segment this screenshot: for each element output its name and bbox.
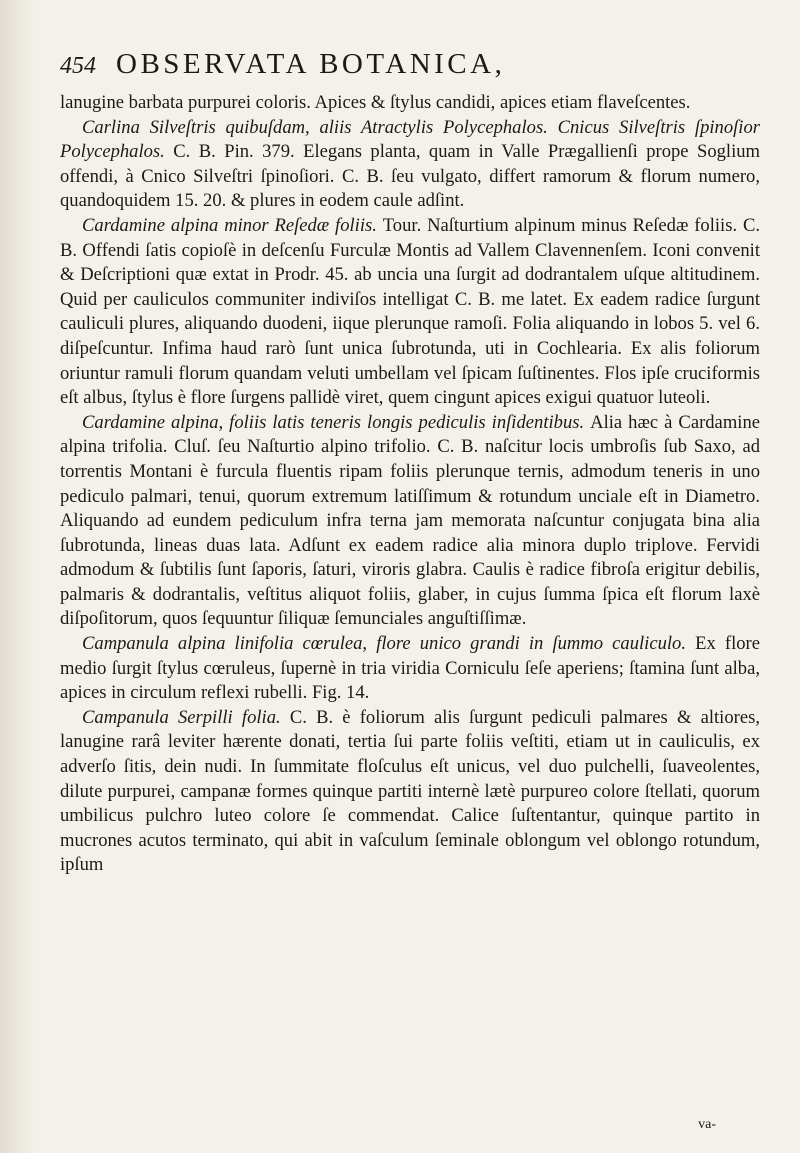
paragraph-text: Ex flore medio ſurgit ſtylus cœruleus, ſupernè in tria viridia Corniculu ſeſe aperiens; ſtamina ſunt alba, apices in circulum reflexi rubelli. Fig. 14. (60, 633, 760, 704)
page-gutter (0, 0, 36, 1153)
species-heading: Campanula alpina linifolia cœrulea, flore unico grandi in ſummo cauliculo. (82, 633, 696, 655)
species-heading: Cardamine alpina, foliis latis teneris longis pediculis inſidentibus. (82, 411, 591, 433)
page-number: 454 (60, 53, 96, 79)
paragraph-text: Tour. Naſturtium alpinum minus Reſedæ foliis. C. B. Offendi ſatis copioſè in deſcenſu Furculæ Montis ad Vallem Clavennenſem. Iconi convenit & Deſcriptioni quæ extat in Prodr. 45. ab uncia una ſurgit ad dodrantalem uſque altitudinem. Quid per cauliculos communiter indiviſos intelligat C. B. me latet. Ex eadem radice ſurgunt cauliculi plures, aliquando duodeni, iique plerunque ramoſi. Folia aliquando in lobos 5. vel 6. diſpeſcuntur. Infima haud rarò ſunt unica ſubrotunda, uti in Cochlearia. Ex alis foliorum oriuntur ramuli florum quandam veluti umbellam vel ſpicam ſuſtinentes. Flos ipſe cruciformis eſt albus, ſtylus è flore ſurgens pallidè viret, quem cingunt apices exigui quatuor luteoli. (60, 214, 760, 409)
paragraph-intro (60, 91, 760, 116)
species-heading: Carlina Silveſtris quibuſdam, aliis Atractylis Polycephalos. Cnicus Silveſtris ſpinoſior Polycephalos. (60, 116, 760, 163)
running-title: OBSERVATA BOTANICA, (116, 48, 506, 80)
paragraph-text: C. B. è foliorum alis ſurgunt pediculi palmares & altiores, lanugine rarâ leviter hærente donati, tertia ſui parte foliis veſtiti, etiam ut in cauliculis, ex adverſo ſitis, dein nudi. In ſummitate floſculus eſt unicus, vel duo pulchelli, ſuaveolentes, dilute purpurei, campanæ formes quinque partiti internè lætè purpureo colore ſtellati, quorum umbilicus pulchro luteo colore ſe commendat. Calice ſuſtentantur, quinque partito in mucrones acutos terminato, qui abit in vaſculum ſeminale oblongum vel oblongo rotundum, ipſum (60, 706, 760, 876)
paragraph-text: Alia hæc à Cardamine alpina trifolia. Cluſ. ſeu Naſturtio alpino trifolio. C. B. naſcitur locis umbroſis ſub Saxo, ad torrentis Montani è furcula fluentis ripam foliis plerunque ternis, admodum teneris in uno pediculo palmari, tenui, quorum extremum latiſſimum & rotundum unciale eſt in Diametro. Aliquando ad eundem pediculum infra terna jam memorata naſcuntur conjugata bina alia ſubrotunda, lineas duas lata. Adſunt ex eadem radice alia minora duplo triplove. Fervidi admodum & ſubtilis ſunt ſaporis, ſaturi, viroris glabra. Caulis è radice fibroſa erigitur debilis, palmaris & dodrantalis, veſtitus aliquot foliis, glaber, in cujus ſumma ſpica eſt florum laxè diſpoſitorum, quos ſequuntur ſiliquæ ſemunciales anguſtiſſimæ. (60, 411, 760, 630)
paragraph-cardamine-minor (60, 214, 760, 411)
paragraph-text: lanugine barbata purpurei coloris. Apices & ſtylus candidi, apices etiam flaveſcentes. (60, 92, 691, 113)
species-heading: Cardamine alpina minor Reſedæ foliis. (82, 214, 383, 236)
paragraph-carlina (60, 116, 760, 214)
catchword: va- (698, 1117, 716, 1132)
paragraph-cardamine-alpina (60, 411, 760, 632)
paragraph-campanula-linifolia (60, 632, 760, 706)
body-text (60, 91, 760, 878)
species-heading: Campanula Serpilli folia. (82, 706, 290, 728)
running-head (60, 48, 760, 84)
paragraph-text: C. B. Pin. 379. Elegans planta, quam in Valle Prægallienſi prope Soglium offendi, à Cnico Silveſtri ſpinoſiori. C. B. ſeu vulgato, differt ramorum & florum numero, quandoquidem 15. 20. & plures in eodem caule adſint. (60, 141, 761, 212)
book-page (44, 0, 760, 1153)
paragraph-campanula-serpilli (60, 706, 760, 878)
